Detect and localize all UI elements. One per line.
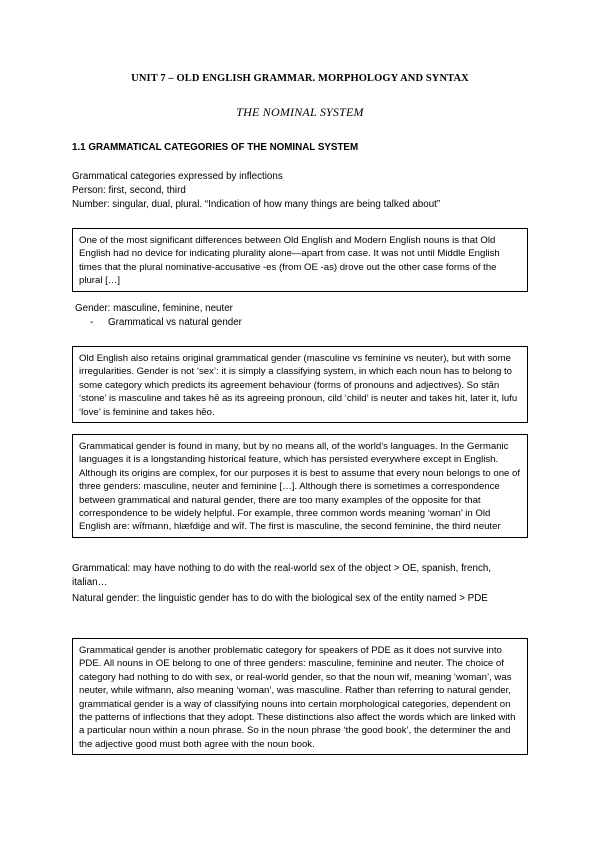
section-subtitle: THE NOMINAL SYSTEM xyxy=(236,105,364,119)
quote-box-plurality-text: One of the most significant differences between Old English and Modern English nouns is that Old English had no device for indicating plurality alone—apart from case. It was not until Middle English times that the plural nominative-accusative -es (from OE -as) drove out the other case forms of the plural […] xyxy=(79,235,500,287)
natural-definition: Natural gender: the linguistic gender has to do with the biological sex of the entity named > PDE xyxy=(72,593,488,604)
section-heading: 1.1 GRAMMATICAL CATEGORIES OF THE NOMINAL SYSTEM xyxy=(72,142,359,153)
intro-line-person: Person: first, second, third xyxy=(72,185,186,196)
gender-bullet-item xyxy=(90,317,242,328)
quote-box-germanic-gender xyxy=(72,434,528,538)
quote-box-plurality xyxy=(72,228,528,292)
intro-line-categories: Grammatical categories expressed by inflections xyxy=(72,171,283,182)
quote-box-grammatical-gender-text: Old English also retains original grammatical gender (masculine vs feminine vs neuter), but with some irregularities. Gender is not ‘sex’: it is simply a classifying system, in which each noun has to belong to some category which predicts its agreement behaviour (forms of pronouns and adjectives). So stān ‘stone’ is masculine and takes hē as its agreeing pronoun, cild ‘child’ is neuter and takes hit, later it, lufu ‘love’ is feminine and takes hēo. xyxy=(79,353,518,418)
quote-box-germanic-gender-text: Grammatical gender is found in many, but by no means all, of the world’s languages. In the Germanic languages it is a longstanding historical feature, which has persisted everywhere except in English. Although its origins are complex, for our purposes it is best to assume that every noun belongs to one of three genders: masculine, neuter and feminine […]. Although there is sometimes a correspondence between grammatical and natural gender, there are too many examples of the opposite for that correspondence to be widely helpful. For example, three common words meaning ‘woman’ in Old English are: wīfmann, hlæfdiġe and wīf. The first is masculine, the second feminine, the third neuter xyxy=(79,441,521,533)
quote-box-grammatical-gender xyxy=(72,346,528,423)
grammatical-definition: Grammatical: may have nothing to do with the real-world sex of the object > OE, spanish, french, italian… xyxy=(72,563,492,588)
quote-box-pde-gender-text: Grammatical gender is another problematic category for speakers of PDE as it does not survive into PDE. All nouns in OE belong to one of three genders: masculine, feminine and neuter. The choice of category had nothing to do with sex, or real-world gender, so that the noun wif, meaning ‘woman’, was neuter, while wifmann, also meaning ‘woman’, was masculine. Rather than referring to natural gender, grammatical gender is a way of classifying nouns into certain morphological categories, dependent on the patterns of inflections that they adopt. These distinctions also affect the words which are linked with a particular noun within a noun phrase. So in the noun phrase ‘the good book’, the determiner the and the adjective good must both agree with the noun book. xyxy=(79,645,516,750)
gender-line: Gender: masculine, feminine, neuter xyxy=(75,303,233,314)
quote-box-pde-gender xyxy=(72,638,528,755)
intro-line-number: Number: singular, dual, plural. “Indication of how many things are being talked about” xyxy=(72,199,441,210)
unit-title: UNIT 7 – OLD ENGLISH GRAMMAR. MORPHOLOGY AND SYNTAX xyxy=(131,73,469,84)
bullet-dash: - xyxy=(90,317,94,328)
gender-bullet-text: Grammatical vs natural gender xyxy=(108,317,242,328)
